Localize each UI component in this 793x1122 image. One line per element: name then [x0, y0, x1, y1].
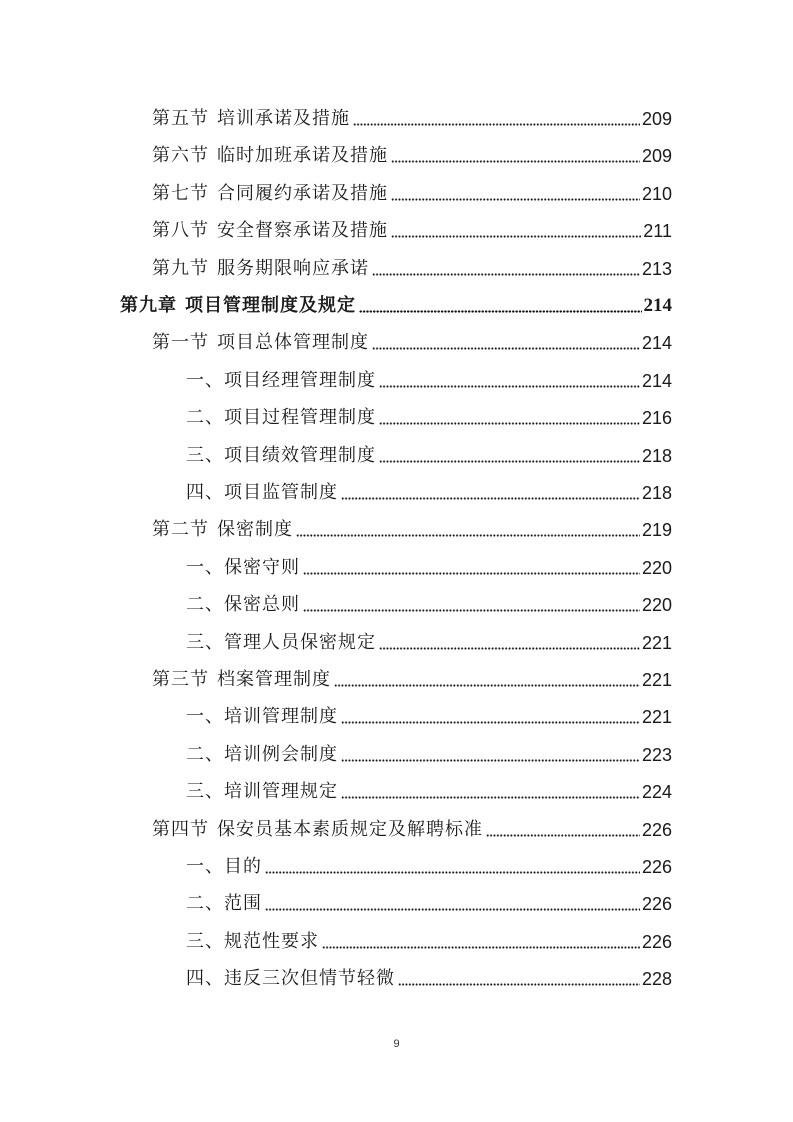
dot-leader — [379, 422, 640, 425]
dot-leader — [341, 721, 640, 724]
toc-entry-prefix: 二、 — [186, 407, 224, 429]
toc-entry-page: 226 — [641, 857, 672, 877]
toc-entry-page: 214 — [641, 333, 672, 354]
toc-entry-title: 临时加班承诺及措施 — [217, 145, 388, 167]
toc-entry-page: 211 — [643, 221, 672, 242]
toc-entry-prefix: 二、 — [186, 594, 224, 616]
dot-leader — [379, 385, 640, 388]
toc-entry-prefix: 二、 — [186, 743, 224, 765]
dot-leader — [341, 796, 640, 799]
toc-entry-title: 培训管理规定 — [224, 781, 338, 803]
toc-entry-subsection[interactable] — [186, 961, 672, 991]
dot-leader — [379, 460, 640, 463]
toc-entry-prefix: 第一节 — [152, 332, 209, 354]
toc-entry-prefix: 四、 — [186, 482, 224, 503]
toc-entry-prefix: 三、 — [186, 930, 224, 952]
toc-entry-page: 226 — [641, 931, 672, 952]
toc-entry-title: 项目经理管理制度 — [224, 369, 376, 391]
toc-entry-chapter-9[interactable] — [120, 288, 672, 318]
toc-entry-subsection[interactable] — [186, 550, 672, 580]
toc-entry-subsection[interactable] — [186, 737, 672, 767]
dot-leader — [391, 160, 640, 163]
toc-entry-prefix: 第九章 — [120, 295, 177, 316]
toc-entry-prefix: 第四节 — [152, 818, 209, 840]
toc-entry-page: 224 — [641, 782, 672, 803]
toc-entry-title: 项目管理制度及规定 — [185, 295, 356, 316]
toc-entry-section-3[interactable] — [152, 662, 672, 692]
toc-entry-title: 项目绩效管理制度 — [224, 444, 376, 466]
dot-leader — [391, 235, 641, 238]
toc-entry-prefix: 第五节 — [152, 108, 209, 129]
toc-entry-subsection[interactable] — [186, 587, 672, 617]
toc-entry-page: 220 — [641, 557, 672, 578]
toc-entry-page: 221 — [641, 632, 672, 653]
toc-entry-title: 项目监管制度 — [224, 482, 338, 503]
toc-entry-subsection[interactable] — [186, 363, 672, 393]
toc-entry-title: 培训例会制度 — [224, 743, 338, 765]
toc-entry-prefix: 第二节 — [152, 519, 209, 541]
toc-entry-title: 规范性要求 — [224, 930, 319, 952]
toc-entry-section-5[interactable] — [152, 101, 672, 131]
toc-entry-prefix: 二、 — [186, 893, 224, 915]
dot-leader — [265, 908, 640, 911]
toc-entry-prefix: 一、 — [186, 706, 224, 728]
toc-entry-title: 培训承诺及措施 — [217, 108, 350, 129]
dot-leader — [379, 647, 640, 650]
toc-entry-section-6[interactable] — [152, 138, 672, 168]
toc-entry-title: 违反三次但情节轻微 — [224, 968, 395, 990]
toc-entry-title: 保密总则 — [224, 594, 300, 616]
toc-entry-title: 培训管理制度 — [224, 706, 338, 728]
toc-entry-title: 档案管理制度 — [217, 669, 331, 690]
toc-entry-section-4[interactable] — [152, 812, 672, 842]
dot-leader — [322, 946, 640, 949]
dot-leader — [359, 310, 642, 313]
toc-entry-page: 218 — [641, 483, 672, 503]
toc-entry-prefix: 第七节 — [152, 182, 209, 204]
toc-entry-section-9[interactable] — [152, 251, 672, 281]
toc-entry-prefix: 一、 — [186, 556, 224, 578]
toc-entry-title: 项目过程管理制度 — [224, 407, 376, 429]
toc-entry-page: 223 — [641, 744, 672, 765]
dot-leader — [334, 684, 640, 687]
toc-entry-page: 221 — [641, 707, 672, 728]
toc-entry-subsection[interactable] — [186, 475, 672, 505]
dot-leader — [303, 609, 640, 612]
toc-entry-section-1[interactable] — [152, 325, 672, 355]
toc-entry-page: 226 — [641, 894, 672, 915]
toc-entry-subsection[interactable] — [186, 400, 672, 430]
toc-entry-section-8[interactable] — [152, 213, 672, 243]
dot-leader — [486, 834, 640, 837]
toc-entry-prefix: 三、 — [186, 781, 224, 803]
toc-entry-prefix: 第八节 — [152, 220, 209, 242]
toc-entry-prefix: 三、 — [186, 631, 224, 653]
dot-leader — [341, 759, 640, 762]
toc-entry-title: 保安员基本素质规定及解聘标准 — [217, 818, 483, 840]
toc-entry-prefix: 第三节 — [152, 669, 209, 690]
page-number: 9 — [393, 1038, 400, 1050]
toc-entry-page: 214 — [641, 370, 672, 391]
toc-entry-title: 服务期限响应承诺 — [217, 257, 369, 279]
toc-entry-page: 221 — [641, 670, 672, 690]
toc-entry-prefix: 一、 — [186, 369, 224, 391]
toc-entry-page: 214 — [643, 295, 672, 316]
toc-entry-title: 保密制度 — [217, 519, 293, 541]
toc-entry-page: 219 — [641, 520, 672, 541]
toc-entry-title: 保密守则 — [224, 556, 300, 578]
toc-entry-prefix: 三、 — [186, 444, 224, 466]
dot-leader — [372, 347, 640, 350]
toc-entry-subsection[interactable] — [186, 774, 672, 804]
toc-entry-prefix: 一、 — [186, 856, 224, 877]
toc-entry-subsection[interactable] — [186, 625, 672, 655]
toc-entry-page: 218 — [641, 445, 672, 466]
toc-entry-page: 209 — [641, 109, 672, 129]
toc-entry-section-2[interactable] — [152, 512, 672, 542]
toc-entry-page: 220 — [641, 595, 672, 616]
toc-entry-prefix: 第九节 — [152, 257, 209, 279]
toc-entry-section-7[interactable] — [152, 176, 672, 206]
toc-entry-subsection[interactable] — [186, 438, 672, 468]
toc-entry-page: 210 — [641, 183, 672, 204]
toc-entry-prefix: 四、 — [186, 968, 224, 990]
toc-entry-page: 216 — [641, 408, 672, 429]
toc-entry-prefix: 第六节 — [152, 145, 209, 167]
toc-entry-page: 213 — [641, 258, 672, 279]
toc-entry-page: 209 — [641, 146, 672, 167]
toc-entry-title: 范围 — [224, 893, 262, 915]
dot-leader — [296, 534, 640, 537]
dot-leader — [341, 497, 640, 500]
dot-leader — [391, 198, 640, 201]
toc-entry-subsection[interactable] — [186, 849, 672, 879]
toc-entry-title: 安全督察承诺及措施 — [217, 220, 388, 242]
dot-leader — [303, 572, 640, 575]
toc-entry-page: 226 — [641, 819, 672, 840]
toc-entry-title: 管理人员保密规定 — [224, 631, 376, 653]
dot-leader — [398, 983, 640, 986]
toc-entry-subsection[interactable] — [186, 699, 672, 729]
toc-entry-page: 228 — [641, 969, 672, 990]
toc-entry-title: 目的 — [224, 856, 262, 877]
toc-entry-title: 项目总体管理制度 — [217, 332, 369, 354]
toc-entry-subsection[interactable] — [186, 924, 672, 954]
dot-leader — [265, 871, 640, 874]
toc-entry-title: 合同履约承诺及措施 — [217, 182, 388, 204]
dot-leader — [353, 123, 640, 126]
dot-leader — [372, 273, 640, 276]
toc-entry-subsection[interactable] — [186, 886, 672, 916]
